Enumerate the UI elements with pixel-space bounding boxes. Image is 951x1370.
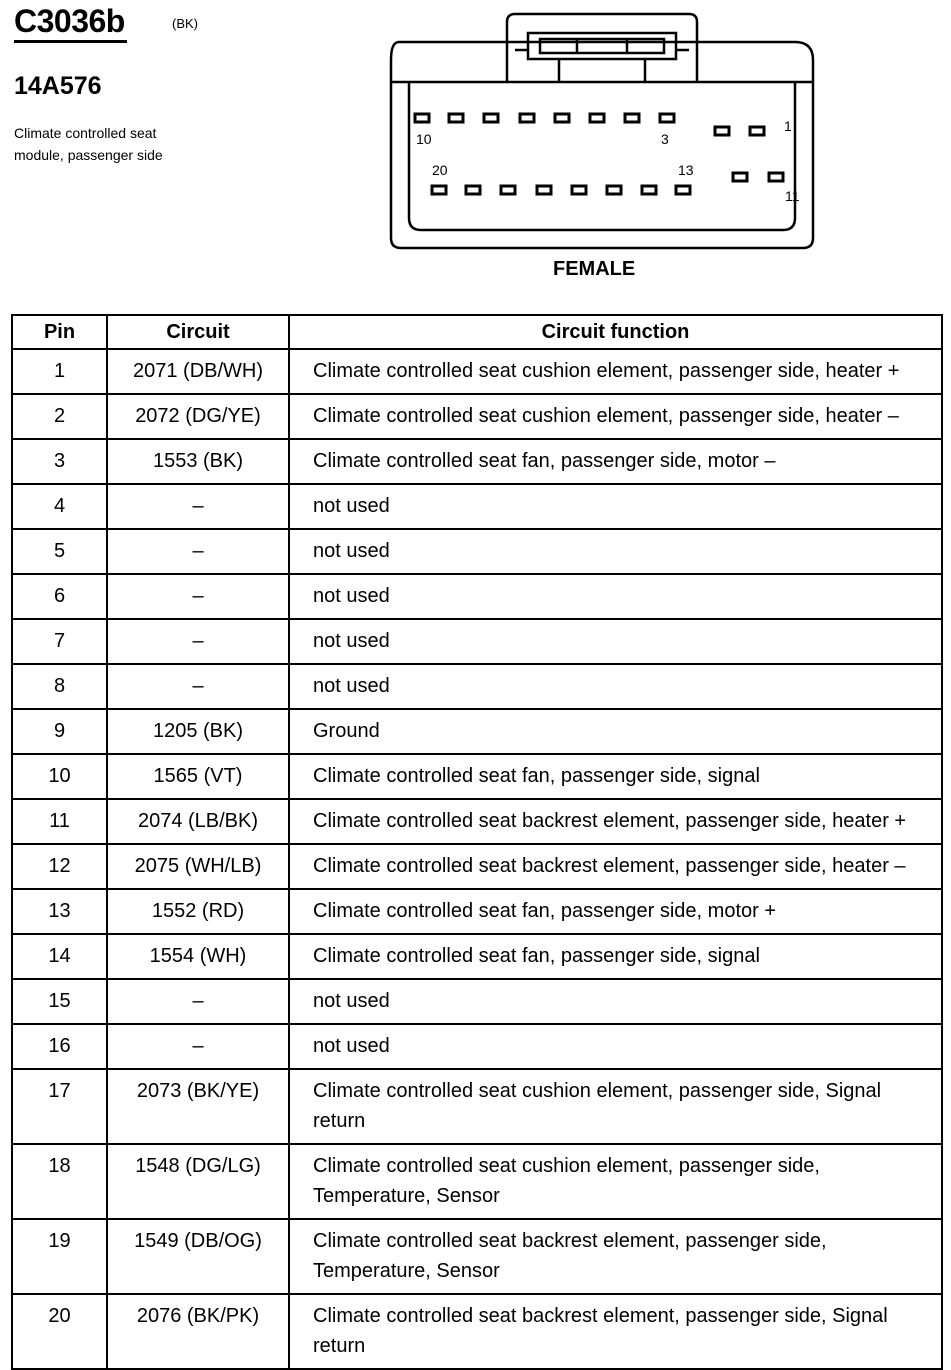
pin-cell: 9 <box>12 709 107 754</box>
pin-cavity <box>415 114 429 122</box>
pin-label-1: 1 <box>784 118 792 134</box>
pin-cell: 13 <box>12 889 107 934</box>
pin-cavity <box>555 114 569 122</box>
table-row <box>12 1024 942 1069</box>
function-cell: Climate controlled seat backrest element, passenger side, Signal return <box>289 1294 942 1369</box>
pin-cavity <box>484 114 498 122</box>
pin-cell: 1 <box>12 349 107 394</box>
pin-cell: 16 <box>12 1024 107 1069</box>
table-row <box>12 664 942 709</box>
table-row <box>12 349 942 394</box>
pin-cavity <box>466 186 480 194</box>
connector-color-code: (BK) <box>172 16 198 31</box>
circuit-cell: – <box>107 574 289 619</box>
function-cell: Climate controlled seat fan, passenger side, motor + <box>289 889 942 934</box>
function-cell: not used <box>289 619 942 664</box>
circuit-cell: 2075 (WH/LB) <box>107 844 289 889</box>
function-cell: Ground <box>289 709 942 754</box>
pin-cavity <box>642 186 656 194</box>
table-row <box>12 1294 942 1369</box>
function-cell: not used <box>289 529 942 574</box>
function-cell: not used <box>289 1024 942 1069</box>
connector-description: Climate controlled seat module, passenger side <box>14 125 163 163</box>
function-cell: Climate controlled seat cushion element, passenger side, heater + <box>289 349 942 394</box>
connector-face-diagram <box>385 10 817 255</box>
pin-label-13: 13 <box>678 162 694 178</box>
pin-cell: 19 <box>12 1219 107 1294</box>
circuit-cell: 1554 (WH) <box>107 934 289 979</box>
function-cell: Climate controlled seat cushion element, passenger side, heater – <box>289 394 942 439</box>
function-cell: Climate controlled seat cushion element, passenger side, Signal return <box>289 1069 942 1144</box>
function-cell: not used <box>289 484 942 529</box>
pin-cell: 8 <box>12 664 107 709</box>
pin-label-20: 20 <box>432 162 448 178</box>
pin-cell: 3 <box>12 439 107 484</box>
function-cell: not used <box>289 574 942 619</box>
pin-cell: 12 <box>12 844 107 889</box>
pin-cavity <box>501 186 515 194</box>
connector-body-outline <box>391 42 813 248</box>
circuit-cell: – <box>107 979 289 1024</box>
table-row <box>12 439 942 484</box>
pin-cavity <box>432 186 446 194</box>
function-cell: Climate controlled seat backrest element, passenger side, heater + <box>289 799 942 844</box>
pin-cell: 5 <box>12 529 107 574</box>
function-cell: Climate controlled seat fan, passenger side, motor – <box>289 439 942 484</box>
circuit-cell: – <box>107 619 289 664</box>
table-row <box>12 1069 942 1144</box>
circuit-cell: 1548 (DG/LG) <box>107 1144 289 1219</box>
function-cell: Climate controlled seat fan, passenger side, signal <box>289 754 942 799</box>
pin-cell: 10 <box>12 754 107 799</box>
part-number: 14A576 <box>14 72 102 100</box>
pin-cavity <box>537 186 551 194</box>
circuit-cell: 1552 (RD) <box>107 889 289 934</box>
table-row <box>12 529 942 574</box>
pin-cavity <box>607 186 621 194</box>
circuit-cell: 2072 (DG/YE) <box>107 394 289 439</box>
circuit-cell: – <box>107 529 289 574</box>
table-row <box>12 754 942 799</box>
function-cell: not used <box>289 664 942 709</box>
table-row <box>12 619 942 664</box>
table-row <box>12 709 942 754</box>
pinout-table <box>11 314 943 1370</box>
table-row <box>12 574 942 619</box>
pin-cell: 4 <box>12 484 107 529</box>
pin-cavity <box>676 186 690 194</box>
pin-cavity <box>590 114 604 122</box>
pin-label-11: 11 <box>785 188 800 204</box>
circuit-cell: 2073 (BK/YE) <box>107 1069 289 1144</box>
circuit-cell: – <box>107 664 289 709</box>
pin-label-3: 3 <box>661 131 669 147</box>
table-row <box>12 889 942 934</box>
pin-cell: 2 <box>12 394 107 439</box>
table-row <box>12 979 942 1024</box>
circuit-cell: 1553 (BK) <box>107 439 289 484</box>
pin-cavity <box>449 114 463 122</box>
circuit-cell: – <box>107 1024 289 1069</box>
connector-latch <box>507 14 697 82</box>
header-circuit-function: Circuit function <box>289 315 942 349</box>
table-row <box>12 394 942 439</box>
pin-cavity <box>733 173 747 181</box>
circuit-cell: 2076 (BK/PK) <box>107 1294 289 1369</box>
pin-cell: 6 <box>12 574 107 619</box>
table-header-row <box>12 315 942 349</box>
circuit-cell: 1565 (VT) <box>107 754 289 799</box>
connector-id: C3036b <box>14 2 127 43</box>
pin-cavity <box>715 127 729 135</box>
table-row <box>12 844 942 889</box>
function-cell: Climate controlled seat cushion element, passenger side, Temperature, Sensor <box>289 1144 942 1219</box>
table-row <box>12 484 942 529</box>
pin-cavity <box>769 173 783 181</box>
pin-cell: 15 <box>12 979 107 1024</box>
header-circuit: Circuit <box>107 315 289 349</box>
circuit-cell: 1549 (DB/OG) <box>107 1219 289 1294</box>
function-cell: Climate controlled seat backrest element, passenger side, Temperature, Sensor <box>289 1219 942 1294</box>
table-row <box>12 1144 942 1219</box>
pin-label-10: 10 <box>416 131 432 147</box>
function-cell: Climate controlled seat fan, passenger side, signal <box>289 934 942 979</box>
pin-cell: 7 <box>12 619 107 664</box>
circuit-cell: 1205 (BK) <box>107 709 289 754</box>
circuit-cell: 2074 (LB/BK) <box>107 799 289 844</box>
pin-cell: 14 <box>12 934 107 979</box>
table-row <box>12 1219 942 1294</box>
pin-cell: 11 <box>12 799 107 844</box>
circuit-cell: – <box>107 484 289 529</box>
pin-cell: 17 <box>12 1069 107 1144</box>
pin-cavity <box>572 186 586 194</box>
pin-cell: 20 <box>12 1294 107 1369</box>
pin-cavity <box>625 114 639 122</box>
connector-pin-face <box>409 82 795 230</box>
table-row <box>12 934 942 979</box>
pin-cavity <box>660 114 674 122</box>
header-pin: Pin <box>12 315 107 349</box>
connector-gender-label: FEMALE <box>553 258 636 280</box>
pin-cavity <box>520 114 534 122</box>
latch-tab <box>528 33 676 59</box>
circuit-cell: 2071 (DB/WH) <box>107 349 289 394</box>
pin-cavity <box>750 127 764 135</box>
table-row <box>12 799 942 844</box>
function-cell: not used <box>289 979 942 1024</box>
function-cell: Climate controlled seat backrest element, passenger side, heater – <box>289 844 942 889</box>
pin-cell: 18 <box>12 1144 107 1219</box>
